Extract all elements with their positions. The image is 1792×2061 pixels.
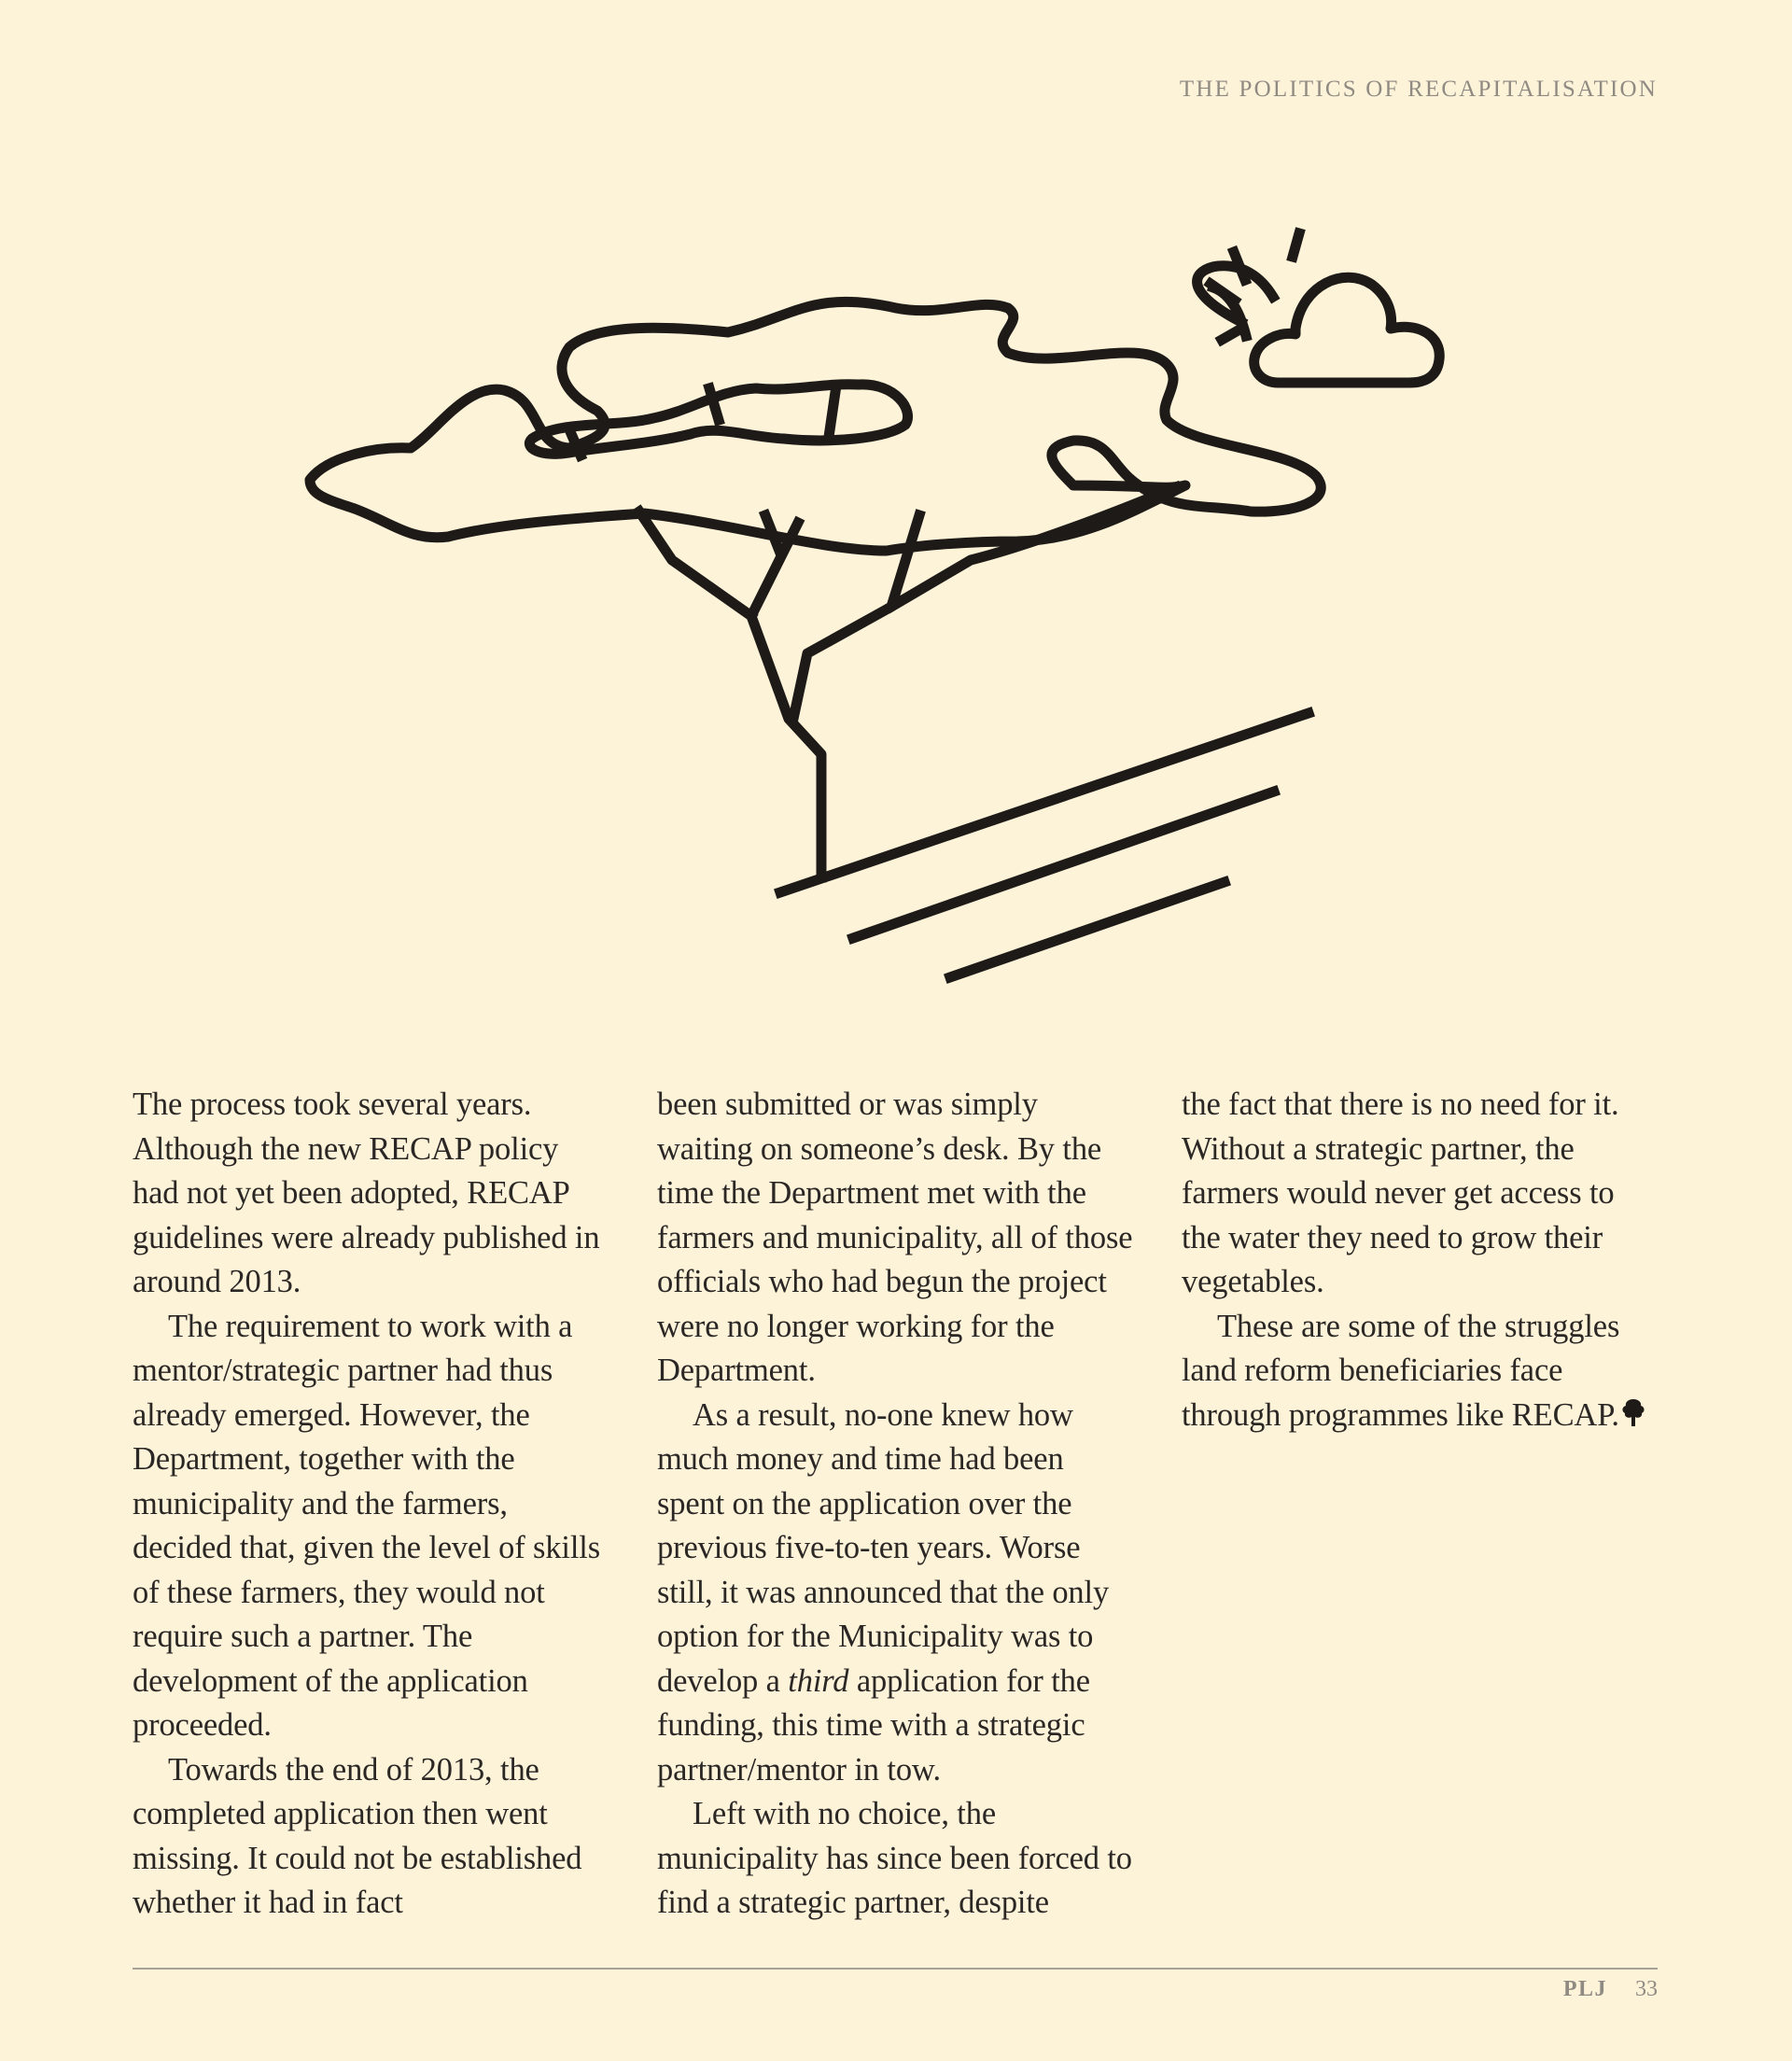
body-text-columns xyxy=(133,1083,1659,1926)
end-mark-tree-icon xyxy=(1619,1396,1647,1428)
paragraph: the fact that there is no need for it. Without a strategic partner, the farmers would never get access to the water they need to grow their vegetables. xyxy=(1182,1087,1619,1299)
text-column-2 xyxy=(657,1083,1135,1926)
paragraph-text: These are some of the struggles land reform beneficiaries face through programmes like RECAP. xyxy=(1182,1308,1620,1433)
italic-emphasis: third xyxy=(788,1662,849,1699)
paragraph xyxy=(657,1394,1135,1793)
page-number: 33 xyxy=(1635,1977,1658,2001)
paragraph-text: application for the funding, this time with a strategic partner/mentor in tow. xyxy=(657,1662,1090,1788)
paragraph: been submitted or was simply waiting on someone’s desk. By the time the Department met with the farmers and municipality, all of those officials who had begun the project were no longer working for the Department. xyxy=(657,1087,1133,1388)
paragraph: The process took several years. Although the new RECAP policy had not yet been adopted, RECAP guidelines were already published in around 2013. xyxy=(133,1087,600,1299)
paragraph: The requirement to work with a mentor/strategic partner had thus already emerged. However, the Department, together with the municipality and the farmers, decided that, given the level of skills of these farmers, they would not require such a partner. The development of the application proceeded. xyxy=(133,1308,600,1743)
text-column-1 xyxy=(133,1083,610,1926)
ground-line xyxy=(853,792,1274,938)
paragraph xyxy=(1182,1305,1659,1438)
paragraph: Towards the end of 2013, the completed application then went missing. It could not be established whether it had in fact xyxy=(133,1751,582,1920)
paragraph-text: As a result, no-one knew how much money and time had been spent on the application over the previous five-to-ten years. Worse still, it was announced that the only option for the Municipality was to develop a xyxy=(657,1396,1110,1699)
acacia-tree-illustration xyxy=(299,222,1456,988)
ground-line xyxy=(950,882,1225,977)
running-head: THE POLITICS OF RECAPITALISATION xyxy=(1179,77,1658,102)
text-column-3 xyxy=(1182,1083,1659,1926)
footer-rule xyxy=(133,1968,1658,1970)
page-footer xyxy=(1563,1977,1658,2002)
journal-name: PLJ xyxy=(1562,1977,1607,2001)
acacia-tree-icon xyxy=(310,301,1321,877)
paragraph: Left with no choice, the municipality has since been forced to find a strategic partner, despite xyxy=(657,1796,1132,1920)
sun-cloud-icon xyxy=(1197,233,1440,383)
